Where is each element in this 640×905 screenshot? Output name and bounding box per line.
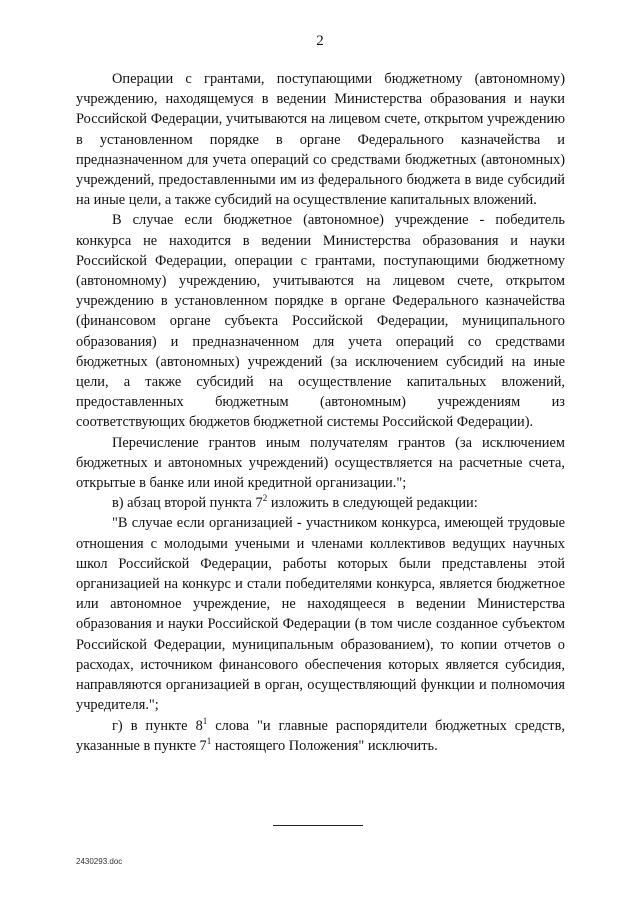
amendment-v-text: в) абзац второй пункта 7 [112,495,263,512]
paragraph-quoted-text: "В случае если организацией - участником конкурса, имеющей трудовые отношения с молодыми учеными и членами коллективов ведущих научных школ Российской Федерации, работы которых были представлены этой организацией на конкурс и стали победителями конкурса, является бюджетное или автономное учреждение, не находящееся в ведении Министерства образования и науки Российской Федерации (в том числе созданное субъектом Российской Федерации, муниципальным образованием), то копии отчетов о расходах, источником финансового обеспечения которых является субсидия, направляются организацией в орган, осуществляющий функции и полномочия учредителя."; [76,515,565,714]
amendment-g-text: г) в пункте 8 [112,717,203,734]
paragraph-transfer-grants: Перечисление грантов иным получателям грантов (за исключением бюджетных и автономных учреждений) осуществляется на расчетные счета, открытые в банке или иной кредитной организации."; [76,434,565,492]
amendment-v-text-end: изложить в следующей редакции: [267,495,478,512]
paragraph-amendment-v [76,493,565,513]
end-divider [273,825,363,826]
document-body [76,69,565,756]
superscript: 2 [262,493,268,504]
amendment-g-text-middle: слова "и главные распорядители бюджетных средств, указанные в пункте 7 [76,717,565,754]
paragraph-grants-accounting: Операции с грантами, поступающими бюджетному (автономному) учреждению, находящемуся в ведении Министерства образования и науки Российской Федерации, учитываются на лицевом счете, открытом учреждению в установленном порядке в органе Федерального казначейства и предназначенном для учета операций со средствами бюджетных (автономных) учреждений, предоставленными им из федерального бюджета в виде субсидий на иные цели, а также субсидий на осуществление капитальных вложений. [76,71,565,209]
paragraph-amendment-g [76,716,565,756]
superscript: 1 [202,715,208,726]
paragraph-not-subordinate: В случае если бюджетное (автономное) учреждение - победитель конкурса не находится в ведении Министерства образования и науки Российской Федерации, операции с грантами, поступающими бюджетному (автономному) учреждению, учитываются на лицевом счете, открытом учреждению в установленном порядке в органе Федерального казначейства (финансовом органе субъекта Российской Федерации, муниципального образования) и предназначенном для учета операций со средствами бюджетных (автономных) учреждений (за исключением субсидий на иные цели, а также субсидий на осуществление капитальных вложений, предоставленных бюджетным (автономным) учреждениям из соответствующих бюджетов бюджетной системы Российской Федерации). [76,212,565,431]
superscript: 1 [206,735,212,746]
page-number: 2 [316,33,324,49]
footer-file-name: 2430293.doc [76,857,123,866]
amendment-g-text-end: настоящего Положения" исключить. [211,737,438,754]
